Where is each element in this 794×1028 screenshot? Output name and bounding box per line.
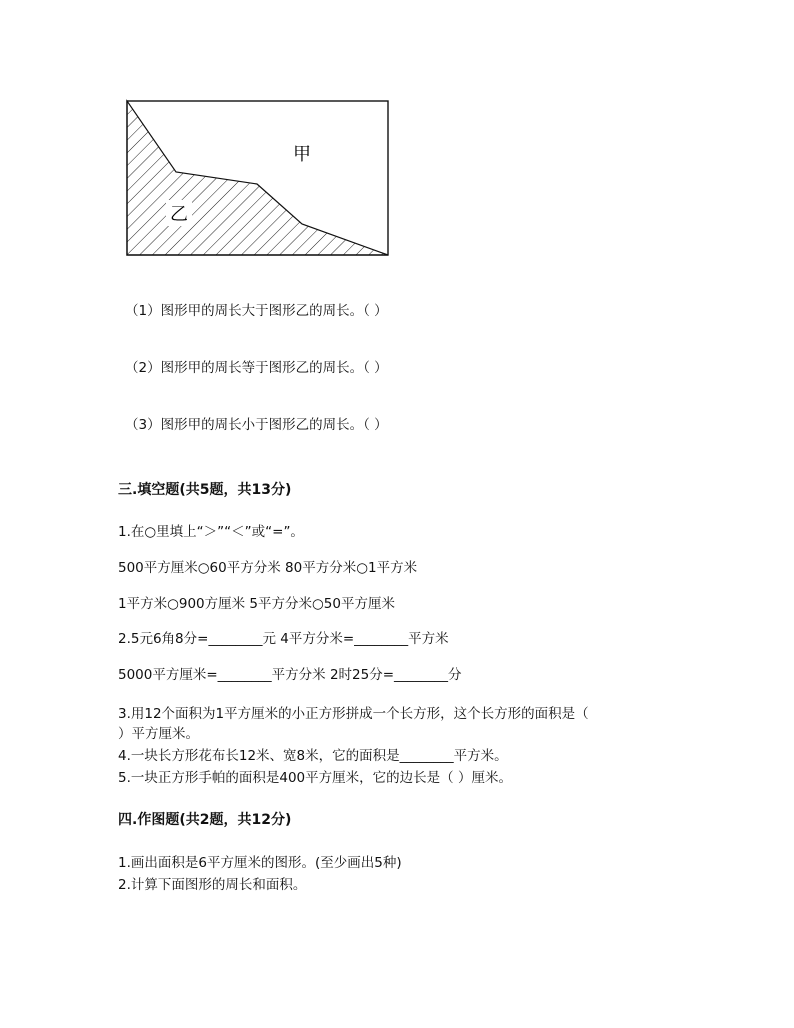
rectangle-diagram	[120, 96, 395, 261]
q3-line-1: 3.用12个面积为1平方厘米的小正方形拼成一个长方形，这个长方形的面积是（	[118, 706, 589, 722]
q5: 5.一块正方形手帕的面积是400平方厘米，它的边长是（ ）厘米。	[118, 770, 512, 786]
q2-line-2: 5000平方厘米=________平方分米 2时25分=________分	[118, 667, 462, 683]
judgement-item-2: （2）图形甲的周长等于图形乙的周长。（ ）	[125, 360, 388, 376]
drawing-q1: 1.画出面积是6平方厘米的图形。(至少画出5种)	[118, 855, 402, 871]
q1-line-1: 500平方厘米○60平方分米 80平方分米○1平方米	[118, 560, 418, 576]
judgement-item-1: （1）图形甲的周长大于图形乙的周长。（ ）	[125, 303, 388, 319]
label-yi: 乙	[170, 204, 188, 225]
section-4-title: 四.作图题(共2题，共12分)	[118, 812, 292, 828]
drawing-q2: 2.计算下面图形的周长和面积。	[118, 877, 307, 893]
shape-figure	[120, 96, 395, 265]
judgement-item-3: （3）图形甲的周长小于图形乙的周长。（ ）	[125, 417, 388, 433]
label-jia: 甲	[293, 144, 311, 165]
q1-line-2: 1平方米○900方厘米 5平方分米○50平方厘米	[118, 596, 395, 612]
q1-intro: 1.在○里填上“＞”“＜”或“=”。	[118, 524, 304, 540]
q3-line-2: ）平方厘米。	[118, 726, 199, 742]
section-3-title: 三.填空题(共5题，共13分)	[118, 482, 292, 498]
q4: 4.一块长方形花布长12米、宽8米，它的面积是________平方米。	[118, 748, 508, 764]
region-yi-hatched	[127, 101, 388, 255]
q2-line-1: 2.5元6角8分=________元 4平方分米=________平方米	[118, 631, 449, 647]
